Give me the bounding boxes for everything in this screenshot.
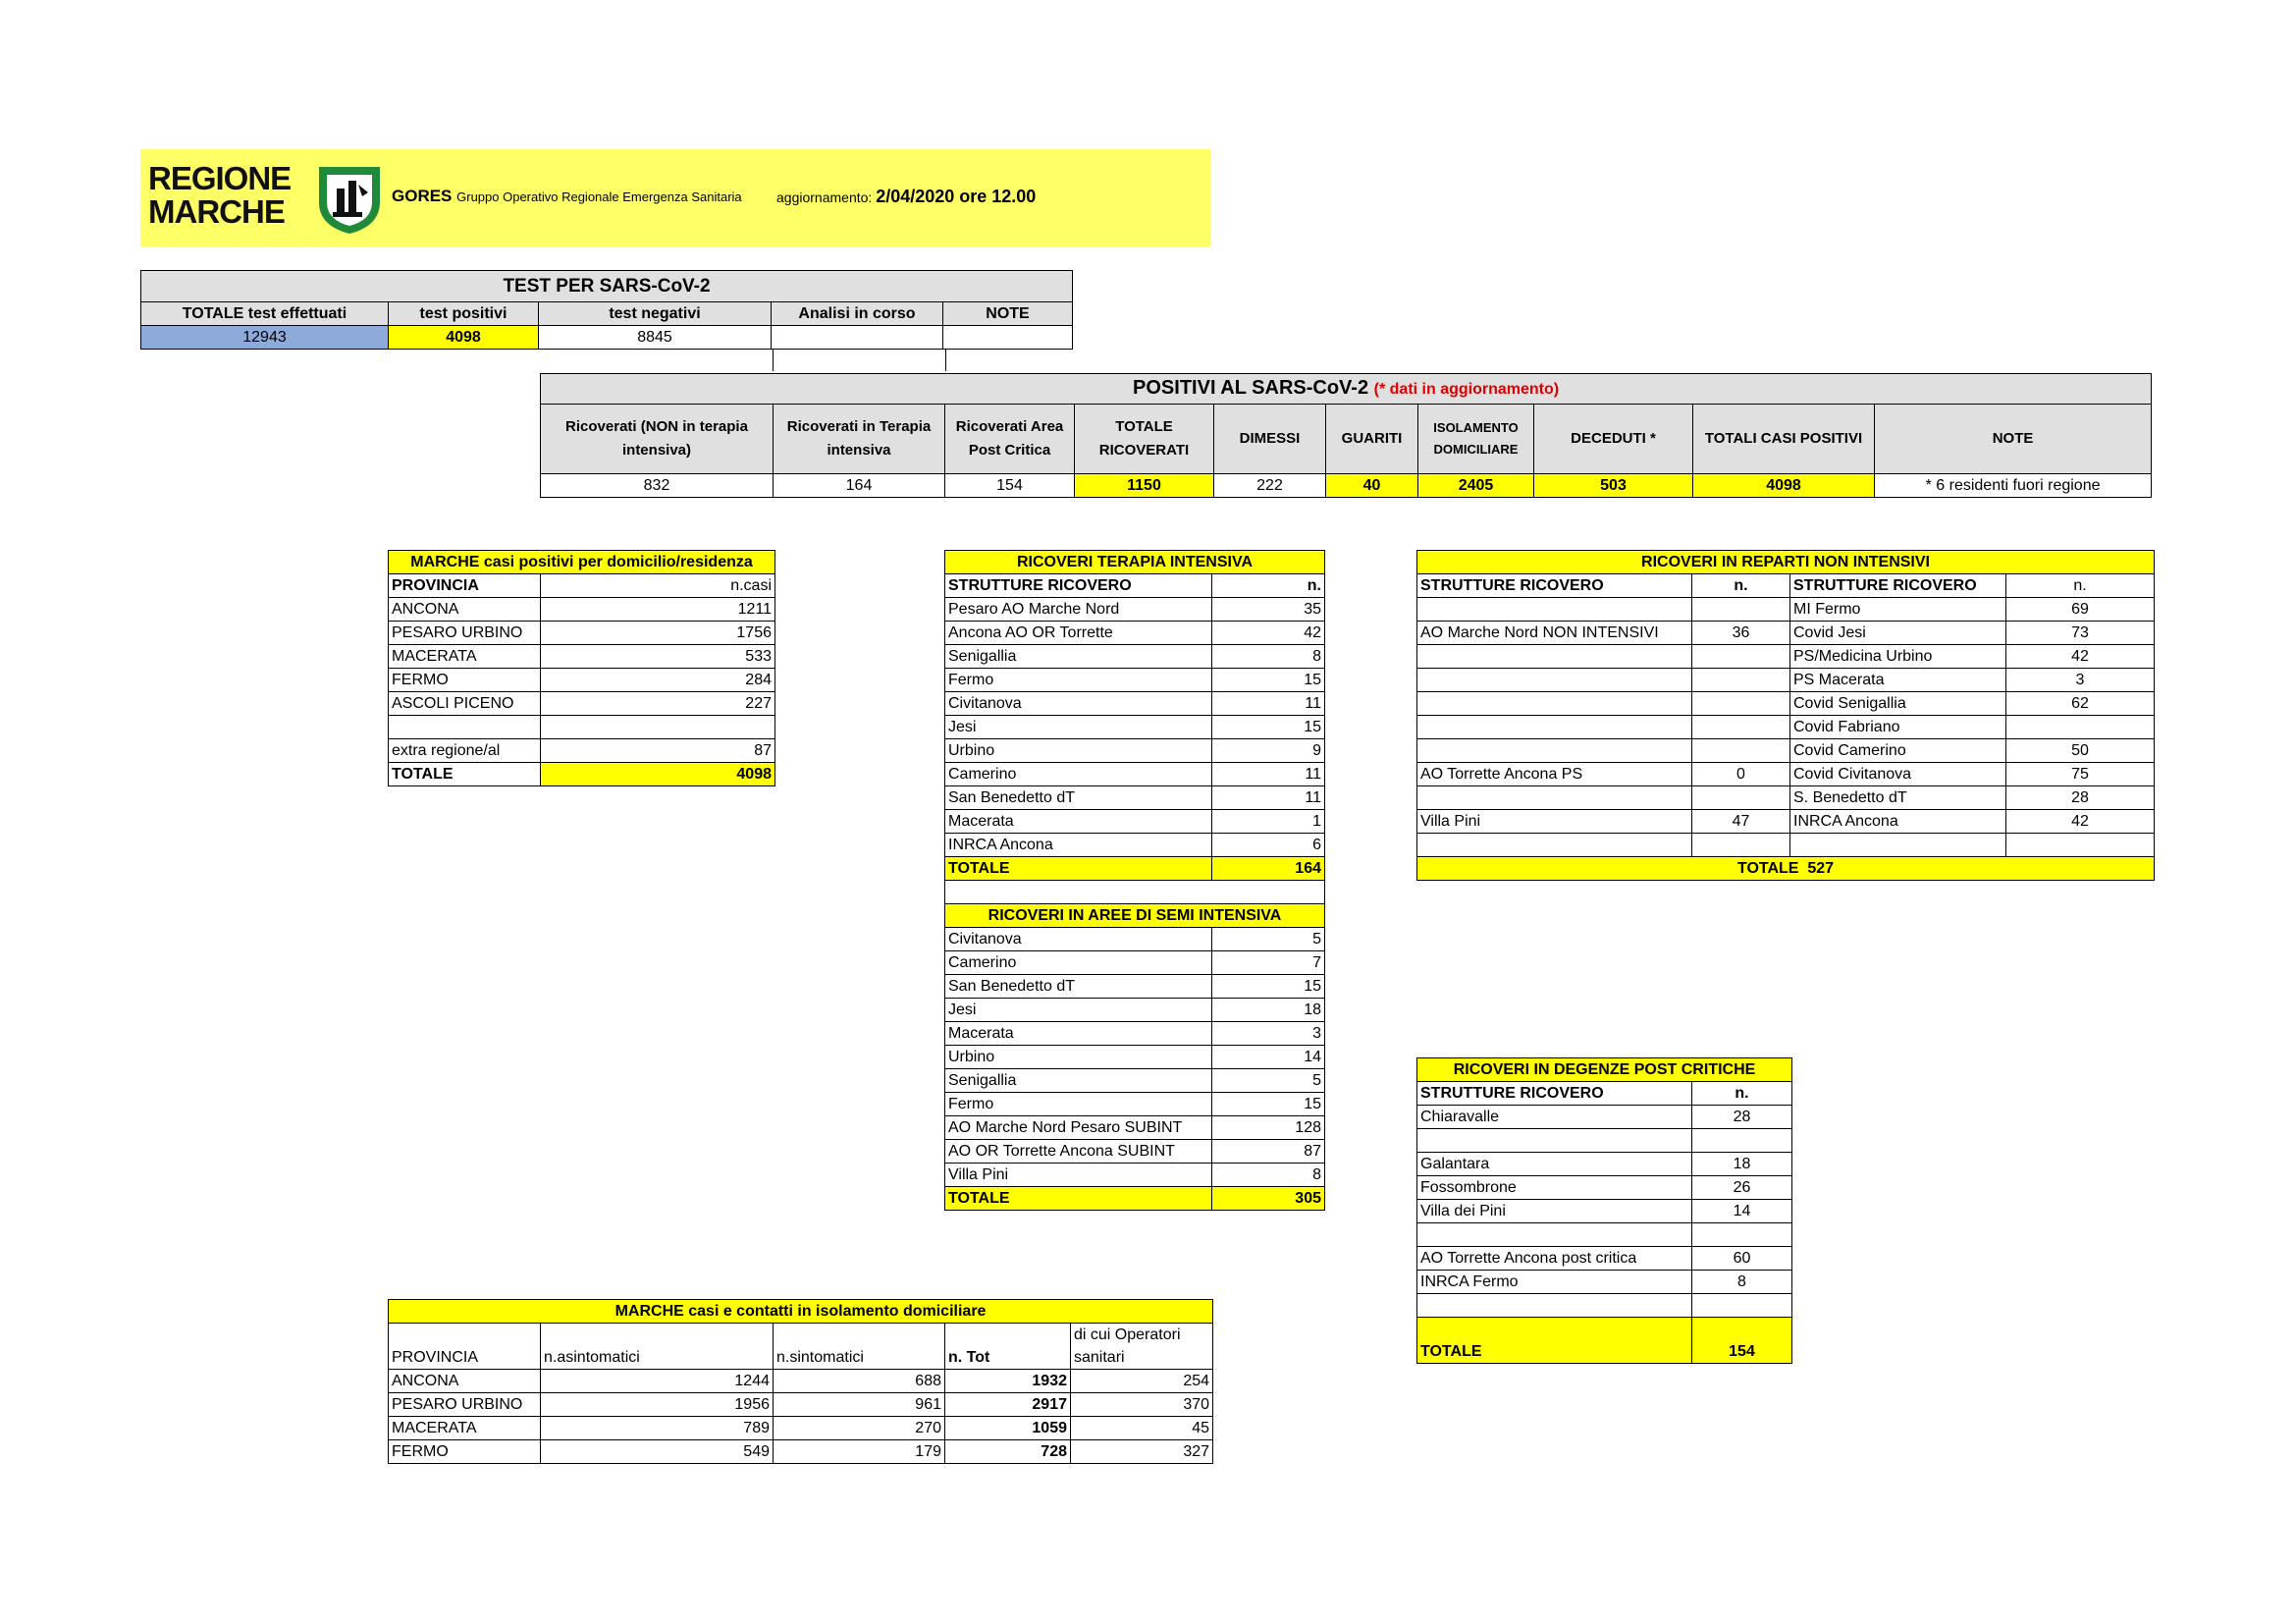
postcritiche-cell: Fossombrone <box>1417 1176 1692 1200</box>
terapia-cell: San Benedetto dT <box>945 786 1212 810</box>
terapia-cell: 42 <box>1212 622 1325 645</box>
nonint-cell: 69 <box>2006 598 2155 622</box>
positivi-title-cell <box>541 374 2152 405</box>
pos-header-ti: Ricoverati in Terapia intensiva <box>774 405 945 474</box>
isolamento-cell: 1059 <box>945 1417 1071 1440</box>
pos-header-note: NOTE <box>1875 405 2152 474</box>
isolamento-cell: FERMO <box>389 1440 541 1464</box>
provincia-cell: PESARO URBINO <box>389 622 541 645</box>
provincia-title: MARCHE casi positivi per domicilio/residenza <box>389 551 775 574</box>
test-header-negative: test negativi <box>539 302 772 326</box>
semi-cell: 5 <box>1212 1069 1325 1093</box>
isolamento-table <box>388 1299 1213 1464</box>
postcritiche-cell <box>1417 1223 1692 1247</box>
postcritiche-title: RICOVERI IN DEGENZE POST CRITICHE <box>1417 1058 1792 1082</box>
pos-value-deceduti: 503 <box>1534 474 1693 498</box>
nonint-cell: 62 <box>2006 692 2155 716</box>
semi-cell: 87 <box>1212 1140 1325 1164</box>
iso-header-tot: n. Tot <box>945 1324 1071 1370</box>
nonint-cell <box>1692 598 1790 622</box>
semi-rows <box>945 928 1325 1187</box>
isolamento-cell: 961 <box>774 1393 945 1417</box>
terapia-spacer <box>945 881 1325 904</box>
nonint-cell: MI Fermo <box>1790 598 2006 622</box>
isolamento-cell: ANCONA <box>389 1370 541 1393</box>
pos-header-postcritica: Ricoverati Area Post Critica <box>945 405 1075 474</box>
isolamento-cell: 1932 <box>945 1370 1071 1393</box>
isolamento-cell: 45 <box>1071 1417 1213 1440</box>
nonint-col3: STRUTTURE RICOVERO <box>1790 574 2006 598</box>
postcritiche-cell <box>1417 1294 1692 1318</box>
terapia-title: RICOVERI TERAPIA INTENSIVA <box>945 551 1325 574</box>
test-negative-value: 8845 <box>539 326 772 350</box>
postcritiche-total-value: 154 <box>1692 1318 1792 1364</box>
postcritiche-rows <box>1417 1106 1792 1318</box>
nonint-row <box>1417 810 2155 834</box>
provincia-cell: 1211 <box>541 598 775 622</box>
terapia-col2: n. <box>1212 574 1325 598</box>
pos-header-guariti: GUARITI <box>1326 405 1418 474</box>
postcritiche-col1: STRUTTURE RICOVERO <box>1417 1082 1692 1106</box>
semi-row <box>945 928 1325 951</box>
org-long: Gruppo Operativo Regionale Emergenza Sanitaria <box>456 189 742 204</box>
postcritiche-cell <box>1417 1129 1692 1153</box>
provincia-cell: MACERATA <box>389 645 541 669</box>
provincia-cell: 533 <box>541 645 775 669</box>
isolamento-cell: 1244 <box>541 1370 774 1393</box>
terapia-row <box>945 786 1325 810</box>
semi-cell: Senigallia <box>945 1069 1212 1093</box>
org-name <box>392 187 742 206</box>
isolamento-title: MARCHE casi e contatti in isolamento domiciliare <box>389 1300 1213 1324</box>
terapia-cell: Fermo <box>945 669 1212 692</box>
postcritiche-cell: 28 <box>1692 1106 1792 1129</box>
pos-value-nonint: 832 <box>541 474 774 498</box>
isolamento-cell: PESARO URBINO <box>389 1393 541 1417</box>
iso-header-provincia: PROVINCIA <box>389 1324 541 1370</box>
test-title: TEST PER SARS-CoV-2 <box>141 271 1073 302</box>
postcritiche-cell: Galantara <box>1417 1153 1692 1176</box>
terapia-row <box>945 598 1325 622</box>
semi-cell: San Benedetto dT <box>945 975 1212 999</box>
test-note-value <box>943 326 1073 350</box>
semi-row <box>945 999 1325 1022</box>
provincia-cell: ASCOLI PICENO <box>389 692 541 716</box>
postcritiche-row <box>1417 1106 1792 1129</box>
test-header-total: TOTALE test effettuati <box>141 302 389 326</box>
semi-cell: Fermo <box>945 1093 1212 1116</box>
update-value: 2/04/2020 ore 12.00 <box>876 187 1037 206</box>
semi-row <box>945 975 1325 999</box>
terapia-cell: 11 <box>1212 692 1325 716</box>
postcritiche-row <box>1417 1294 1792 1318</box>
nonint-cell: Covid Senigallia <box>1790 692 2006 716</box>
nonint-cell: AO Torrette Ancona PS <box>1417 763 1692 786</box>
semi-cell: 15 <box>1212 1093 1325 1116</box>
semi-cell: Urbino <box>945 1046 1212 1069</box>
semi-total-value: 305 <box>1212 1187 1325 1211</box>
pos-value-note: * 6 residenti fuori regione <box>1875 474 2152 498</box>
isolamento-cell: 179 <box>774 1440 945 1464</box>
positivi-table <box>540 373 2152 498</box>
isolamento-cell: 254 <box>1071 1370 1213 1393</box>
isolamento-cell: 327 <box>1071 1440 1213 1464</box>
nonint-cell <box>1417 716 1692 739</box>
iso-header-operatori: di cui Operatori sanitari <box>1071 1324 1213 1370</box>
provincia-cell <box>389 716 541 739</box>
postcritiche-cell: 18 <box>1692 1153 1792 1176</box>
spacer-cell <box>773 350 946 371</box>
nonint-cell <box>1692 669 1790 692</box>
update-info <box>776 187 1036 207</box>
terapia-table <box>944 550 1325 1211</box>
nonint-cell: AO Marche Nord NON INTENSIVI <box>1417 622 1692 645</box>
semi-cell: AO OR Torrette Ancona SUBINT <box>945 1140 1212 1164</box>
postcritiche-cell: INRCA Fermo <box>1417 1271 1692 1294</box>
terapia-cell: 11 <box>1212 763 1325 786</box>
terapia-row <box>945 739 1325 763</box>
semi-row <box>945 1116 1325 1140</box>
nonint-cell: 50 <box>2006 739 2155 763</box>
provincia-col2: n.casi <box>541 574 775 598</box>
nonint-col4: n. <box>2006 574 2155 598</box>
pos-header-isolamento: ISOLAMENTO DOMICILIARE <box>1418 405 1534 474</box>
semi-cell: 15 <box>1212 975 1325 999</box>
provincia-cell <box>541 716 775 739</box>
isolamento-cell: 789 <box>541 1417 774 1440</box>
nonint-row <box>1417 692 2155 716</box>
postcritiche-table <box>1416 1057 1792 1364</box>
isolamento-cell: MACERATA <box>389 1417 541 1440</box>
pos-header-totpos: TOTALI CASI POSITIVI <box>1693 405 1875 474</box>
nonint-cell: PS Macerata <box>1790 669 2006 692</box>
terapia-row <box>945 763 1325 786</box>
isolamento-cell: 2917 <box>945 1393 1071 1417</box>
terapia-row <box>945 810 1325 834</box>
nonint-cell: Covid Camerino <box>1790 739 2006 763</box>
nonint-cell: 73 <box>2006 622 2155 645</box>
iso-header-asint: n.asintomatici <box>541 1324 774 1370</box>
terapia-cell: Civitanova <box>945 692 1212 716</box>
semi-row <box>945 1046 1325 1069</box>
postcritiche-row <box>1417 1176 1792 1200</box>
regione-marche-logo <box>148 159 384 240</box>
provincia-row <box>389 669 775 692</box>
test-pending-value <box>772 326 943 350</box>
nonint-cell <box>1417 692 1692 716</box>
semi-cell: Jesi <box>945 999 1212 1022</box>
pos-value-totric: 1150 <box>1075 474 1214 498</box>
nonint-cell <box>2006 834 2155 857</box>
terapia-row <box>945 669 1325 692</box>
postcritiche-cell: Chiaravalle <box>1417 1106 1692 1129</box>
provincia-row <box>389 692 775 716</box>
terapia-cell: 8 <box>1212 645 1325 669</box>
postcritiche-row <box>1417 1153 1792 1176</box>
semi-row <box>945 1093 1325 1116</box>
semi-cell: 14 <box>1212 1046 1325 1069</box>
postcritiche-row <box>1417 1247 1792 1271</box>
isolamento-cell: 370 <box>1071 1393 1213 1417</box>
semi-cell: Civitanova <box>945 928 1212 951</box>
nonint-row <box>1417 739 2155 763</box>
terapia-cell: 9 <box>1212 739 1325 763</box>
nonint-cell: Covid Fabriano <box>1790 716 2006 739</box>
nonint-row <box>1417 834 2155 857</box>
pos-value-totpos: 4098 <box>1693 474 1875 498</box>
semi-cell: 7 <box>1212 951 1325 975</box>
nonint-cell <box>1692 786 1790 810</box>
semi-title: RICOVERI IN AREE DI SEMI INTENSIVA <box>945 904 1325 928</box>
test-header-positive: test positivi <box>389 302 539 326</box>
nonint-col2: n. <box>1692 574 1790 598</box>
provincia-row <box>389 716 775 739</box>
terapia-cell: INRCA Ancona <box>945 834 1212 857</box>
terapia-cell: Camerino <box>945 763 1212 786</box>
nonint-cell: 0 <box>1692 763 1790 786</box>
postcritiche-cell <box>1692 1223 1792 1247</box>
logo-line1: REGIONE <box>148 160 292 196</box>
nonint-row <box>1417 598 2155 622</box>
postcritiche-cell: AO Torrette Ancona post critica <box>1417 1247 1692 1271</box>
terapia-cell: 15 <box>1212 669 1325 692</box>
semi-cell: 18 <box>1212 999 1325 1022</box>
postcritiche-total-label: TOTALE <box>1417 1318 1692 1364</box>
header-banner <box>140 149 1210 247</box>
terapia-cell: 11 <box>1212 786 1325 810</box>
nonint-cell <box>1692 645 1790 669</box>
isolamento-row <box>389 1393 1213 1417</box>
nonint-table <box>1416 550 2155 881</box>
semi-cell: 3 <box>1212 1022 1325 1046</box>
provincia-cell: 1756 <box>541 622 775 645</box>
pos-value-ti: 164 <box>774 474 945 498</box>
semi-cell: 5 <box>1212 928 1325 951</box>
nonint-cell: Covid Jesi <box>1790 622 2006 645</box>
nonint-cell: S. Benedetto dT <box>1790 786 2006 810</box>
semi-cell: 8 <box>1212 1164 1325 1187</box>
nonint-cell: 42 <box>2006 645 2155 669</box>
postcritiche-row <box>1417 1223 1792 1247</box>
provincia-rows <box>389 598 775 763</box>
nonint-total-value: 527 <box>1807 859 1835 877</box>
provincia-row <box>389 622 775 645</box>
postcritiche-cell: 8 <box>1692 1271 1792 1294</box>
nonint-cell <box>2006 716 2155 739</box>
terapia-total-label: TOTALE <box>945 857 1212 881</box>
terapia-row <box>945 834 1325 857</box>
terapia-row <box>945 645 1325 669</box>
provincia-cell: extra regione/al <box>389 739 541 763</box>
nonint-cell <box>1692 716 1790 739</box>
provincia-row <box>389 645 775 669</box>
terapia-cell: 1 <box>1212 810 1325 834</box>
terapia-cell: Ancona AO OR Torrette <box>945 622 1212 645</box>
isolamento-row <box>389 1440 1213 1464</box>
pos-header-nonint: Ricoverati (NON in terapia intensiva) <box>541 405 774 474</box>
nonint-row <box>1417 645 2155 669</box>
semi-row <box>945 1164 1325 1187</box>
terapia-row <box>945 622 1325 645</box>
semi-row <box>945 1022 1325 1046</box>
postcritiche-row <box>1417 1129 1792 1153</box>
postcritiche-cell: 26 <box>1692 1176 1792 1200</box>
nonint-cell: 47 <box>1692 810 1790 834</box>
test-table <box>140 270 1073 350</box>
semi-row <box>945 1069 1325 1093</box>
postcritiche-col2: n. <box>1692 1082 1792 1106</box>
terapia-cell: 6 <box>1212 834 1325 857</box>
terapia-total-value: 164 <box>1212 857 1325 881</box>
nonint-row <box>1417 622 2155 645</box>
iso-header-sint: n.sintomatici <box>774 1324 945 1370</box>
positivi-title: POSITIVI AL SARS-CoV-2 <box>1133 377 1369 399</box>
provincia-cell: FERMO <box>389 669 541 692</box>
isolamento-cell: 688 <box>774 1370 945 1393</box>
provincia-cell: ANCONA <box>389 598 541 622</box>
postcritiche-cell <box>1692 1294 1792 1318</box>
pos-value-dimessi: 222 <box>1214 474 1326 498</box>
nonint-cell <box>1417 598 1692 622</box>
semi-cell: AO Marche Nord Pesaro SUBINT <box>945 1116 1212 1140</box>
test-total-value: 12943 <box>141 326 389 350</box>
nonint-cell <box>1790 834 2006 857</box>
nonint-row <box>1417 786 2155 810</box>
nonint-cell <box>1417 669 1692 692</box>
provincia-cell: 227 <box>541 692 775 716</box>
terapia-cell: Macerata <box>945 810 1212 834</box>
pos-header-deceduti: DECEDUTI * <box>1534 405 1693 474</box>
nonint-total <box>1417 857 2155 881</box>
terapia-cell: Senigallia <box>945 645 1212 669</box>
semi-cell: Macerata <box>945 1022 1212 1046</box>
org-short: GORES <box>392 187 453 205</box>
pos-value-guariti: 40 <box>1326 474 1418 498</box>
nonint-cell: 36 <box>1692 622 1790 645</box>
nonint-cell: 42 <box>2006 810 2155 834</box>
provincia-cell: 87 <box>541 739 775 763</box>
terapia-row <box>945 692 1325 716</box>
isolamento-cell: 728 <box>945 1440 1071 1464</box>
nonint-cell: 3 <box>2006 669 2155 692</box>
nonint-row <box>1417 716 2155 739</box>
provincia-row <box>389 739 775 763</box>
postcritiche-cell: 60 <box>1692 1247 1792 1271</box>
test-positive-value: 4098 <box>389 326 539 350</box>
nonint-cell <box>1692 739 1790 763</box>
nonint-cell <box>1417 834 1692 857</box>
logo-line2: MARCHE <box>148 193 285 230</box>
nonint-rows <box>1417 598 2155 857</box>
terapia-row <box>945 716 1325 739</box>
nonint-cell <box>1417 645 1692 669</box>
nonint-col1: STRUTTURE RICOVERO <box>1417 574 1692 598</box>
nonint-cell: 28 <box>2006 786 2155 810</box>
provincia-row <box>389 598 775 622</box>
positivi-note: (* dati in aggiornamento) <box>1373 381 1560 398</box>
shield-icon <box>315 163 384 236</box>
provincia-col1: PROVINCIA <box>389 574 541 598</box>
postcritiche-row <box>1417 1200 1792 1223</box>
isolamento-row <box>389 1370 1213 1393</box>
provincia-cell: 284 <box>541 669 775 692</box>
pos-header-totric: TOTALE RICOVERATI <box>1075 405 1214 474</box>
isolamento-row <box>389 1417 1213 1440</box>
nonint-cell <box>1692 692 1790 716</box>
update-label: aggiornamento: <box>776 189 873 205</box>
isolamento-cell: 549 <box>541 1440 774 1464</box>
nonint-cell: Villa Pini <box>1417 810 1692 834</box>
terapia-cell: 15 <box>1212 716 1325 739</box>
terapia-cell: Jesi <box>945 716 1212 739</box>
nonint-cell: Covid Civitanova <box>1790 763 2006 786</box>
postcritiche-cell: Villa dei Pini <box>1417 1200 1692 1223</box>
nonint-row <box>1417 763 2155 786</box>
semi-cell: 128 <box>1212 1116 1325 1140</box>
semi-total-label: TOTALE <box>945 1187 1212 1211</box>
nonint-cell: PS/Medicina Urbino <box>1790 645 2006 669</box>
semi-cell: Camerino <box>945 951 1212 975</box>
nonint-cell <box>1417 739 1692 763</box>
nonint-row <box>1417 669 2155 692</box>
test-header-pending: Analisi in corso <box>772 302 943 326</box>
pos-value-postcritica: 154 <box>945 474 1075 498</box>
provincia-table <box>388 550 775 786</box>
postcritiche-cell <box>1692 1129 1792 1153</box>
pos-header-dimessi: DIMESSI <box>1214 405 1326 474</box>
test-header-note: NOTE <box>943 302 1073 326</box>
isolamento-cell: 1956 <box>541 1393 774 1417</box>
terapia-col1: STRUTTURE RICOVERO <box>945 574 1212 598</box>
pos-value-isolamento: 2405 <box>1418 474 1534 498</box>
semi-cell: Villa Pini <box>945 1164 1212 1187</box>
terapia-rows <box>945 598 1325 857</box>
nonint-cell: INRCA Ancona <box>1790 810 2006 834</box>
postcritiche-cell: 14 <box>1692 1200 1792 1223</box>
terapia-cell: Pesaro AO Marche Nord <box>945 598 1212 622</box>
postcritiche-row <box>1417 1271 1792 1294</box>
semi-row <box>945 1140 1325 1164</box>
nonint-total-label: TOTALE <box>1736 859 1799 877</box>
provincia-total-label: TOTALE <box>389 763 541 786</box>
nonint-cell <box>1417 786 1692 810</box>
terapia-cell: Urbino <box>945 739 1212 763</box>
provincia-total-value: 4098 <box>541 763 775 786</box>
nonint-cell: 75 <box>2006 763 2155 786</box>
semi-row <box>945 951 1325 975</box>
nonint-cell <box>1692 834 1790 857</box>
isolamento-cell: 270 <box>774 1417 945 1440</box>
nonint-title: RICOVERI IN REPARTI NON INTENSIVI <box>1417 551 2155 574</box>
terapia-cell: 35 <box>1212 598 1325 622</box>
isolamento-rows <box>389 1370 1213 1464</box>
